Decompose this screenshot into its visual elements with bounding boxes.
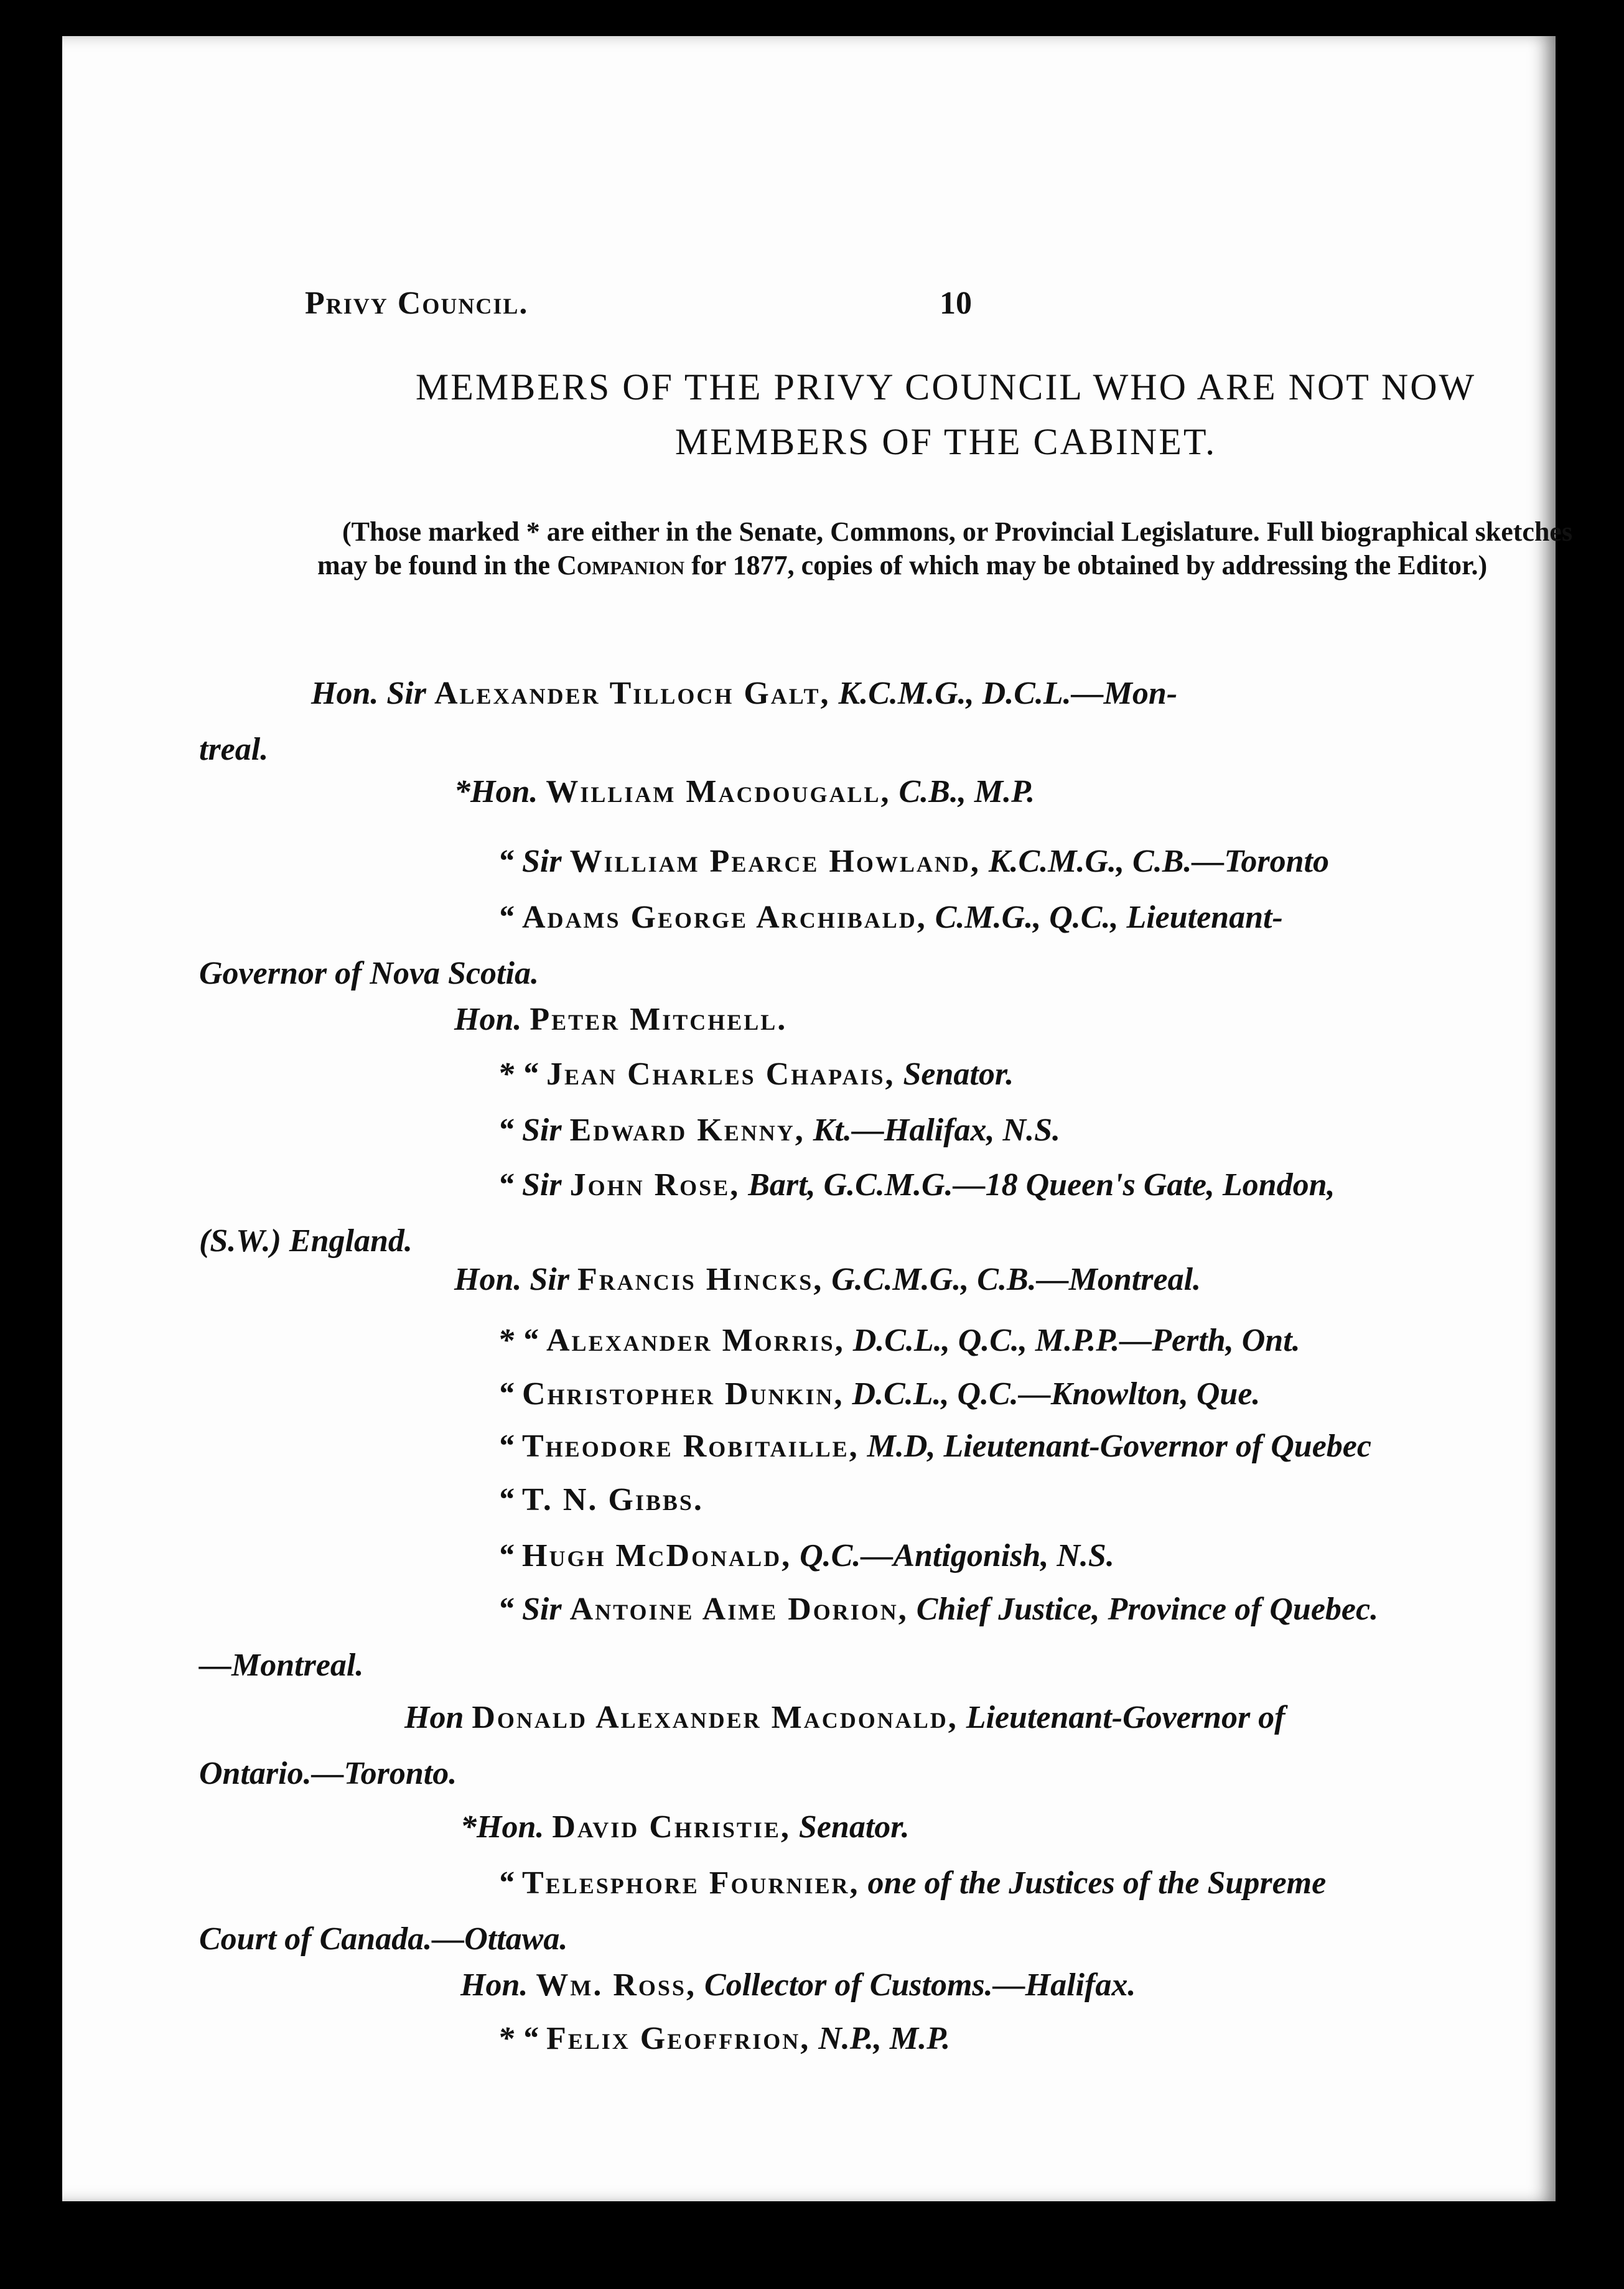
list-item [311, 1799, 1587, 1855]
page-number: 10 [940, 286, 972, 321]
member-name: John Rose, [569, 1167, 740, 1203]
entry-prefix: Hon. [454, 1002, 522, 1037]
member-name: Antoine Aime Dorion, [569, 1592, 908, 1627]
list-item [311, 764, 1587, 820]
member-name: Alexander Morris, [546, 1323, 845, 1358]
member-description-continued: —Montreal. [199, 1648, 364, 1683]
entry-prefix: “ [498, 1538, 514, 1573]
member-description: one of the Justices of the Supreme [867, 1865, 1327, 1901]
entry-prefix: *Hon. [460, 1809, 544, 1845]
list-item [311, 834, 1587, 890]
page-title [305, 360, 1587, 469]
entry-prefix: “ Sir [498, 1112, 562, 1148]
member-description: D.C.L., Q.C.—Knowlton, Que. [852, 1376, 1261, 1412]
entry-prefix: * “ [498, 2021, 538, 2056]
member-description: Kt.—Halifax, N.S. [813, 1112, 1061, 1148]
list-item [199, 1855, 1587, 1967]
member-description: Senator. [798, 1809, 910, 1845]
member-name: Jean Charles Chapais, [546, 1056, 895, 1092]
member-name: William Pearce Howland, [569, 844, 981, 879]
member-name: David Christie, [552, 1809, 791, 1845]
member-name: Peter Mitchell. [530, 1002, 788, 1037]
entry-prefix: “ [498, 1482, 514, 1517]
member-name: Theodore Robitaille, [522, 1429, 859, 1464]
member-description: Bart, G.C.M.G.—18 Queen's Gate, London, [748, 1167, 1335, 1203]
member-description: K.C.M.G., D.C.L.—Mon- [838, 676, 1178, 711]
member-name: Christopher Dunkin, [522, 1376, 844, 1412]
entry-prefix: Hon. Sir [454, 1262, 569, 1297]
member-name: T. N. Gibbs. [522, 1482, 704, 1517]
member-description: Lieutenant-Governor of [966, 1700, 1286, 1735]
member-description: D.C.L., Q.C., M.P.P.—Perth, Ont. [852, 1323, 1300, 1358]
member-name: Hugh McDonald, [522, 1538, 792, 1573]
member-description-continued: Ontario.—Toronto. [199, 1756, 457, 1791]
list-item [311, 1366, 1587, 1422]
note-text-b: for 1877, copies of which may be obtained by addressing the Editor.) [691, 550, 1488, 580]
editorial-note [317, 515, 1587, 582]
list-item [311, 1419, 1587, 1475]
running-head [305, 285, 1556, 322]
entry-prefix: * “ [498, 1323, 538, 1358]
title-line-1: MEMBERS OF THE PRIVY COUNCIL WHO ARE NOT NOW [415, 366, 1477, 408]
member-description: C.B., M.P. [898, 774, 1035, 809]
entry-prefix: “ [498, 1429, 514, 1464]
list-item [311, 1103, 1587, 1158]
member-name: William Macdougall, [546, 774, 891, 809]
list-item [199, 1690, 1587, 1802]
member-description: Q.C.—Antigonish, N.S. [800, 1538, 1114, 1573]
entry-prefix: “ Sir [498, 1592, 562, 1627]
entry-prefix: Hon. [460, 1967, 528, 2003]
list-item [199, 890, 1587, 1002]
member-description: N.P., M.P. [818, 2021, 951, 2056]
member-description: Senator. [903, 1056, 1014, 1092]
entry-prefix: Hon [404, 1700, 464, 1735]
document-page [62, 36, 1573, 2201]
entry-prefix: “ [498, 1865, 514, 1901]
member-description-continued: (S.W.) England. [199, 1223, 413, 1259]
note-companion: Companion [557, 550, 685, 580]
member-description-continued: Court of Canada.—Ottawa. [199, 1921, 568, 1957]
title-line-2: MEMBERS OF THE CABINET. [674, 421, 1217, 462]
note-text-a: (Those marked * are either in the Senate, Commons, or Provincial Legislature. Full biographical sketches may be found in the [317, 516, 1573, 580]
member-description: M.D, Lieutenant-Governor of Quebec [867, 1429, 1371, 1464]
section-title: Privy Council. [305, 286, 529, 321]
list-item [311, 1252, 1587, 1308]
member-name: Wm. Ross, [536, 1967, 696, 2003]
member-name: Edward Kenny, [569, 1112, 805, 1148]
list-item [311, 1957, 1587, 2013]
entry-prefix: “ [498, 1376, 514, 1412]
list-item [311, 1313, 1587, 1369]
member-name: Donald Alexander Macdonald, [472, 1700, 958, 1735]
member-description-continued: Governor of Nova Scotia. [199, 956, 539, 991]
member-description: K.C.M.G., C.B.—Toronto [988, 844, 1329, 879]
list-item [311, 1047, 1587, 1103]
list-item [311, 1472, 1587, 1528]
list-item [311, 2011, 1587, 2067]
member-description-continued: treal. [199, 732, 269, 767]
member-name: Alexander Tilloch Galt, [434, 676, 831, 711]
entry-prefix: “ [498, 900, 514, 935]
member-name: Adams George Archibald, [522, 900, 927, 935]
member-name: Francis Hincks, [577, 1262, 824, 1297]
entry-prefix: * “ [498, 1056, 538, 1092]
entry-prefix: “ Sir [498, 1167, 562, 1203]
list-item [311, 992, 1587, 1048]
member-description: G.C.M.G., C.B.—Montreal. [831, 1262, 1202, 1297]
list-item [199, 1582, 1587, 1694]
member-description: Collector of Customs.—Halifax. [704, 1967, 1136, 2003]
member-name: Telesphore Fournier, [522, 1865, 860, 1901]
member-description: Chief Justice, Province of Quebec. [916, 1592, 1379, 1627]
member-description: C.M.G., Q.C., Lieutenant- [935, 900, 1283, 935]
entry-prefix: Hon. Sir [311, 676, 426, 711]
entry-prefix: *Hon. [454, 774, 538, 809]
member-name: Felix Geoffrion, [546, 2021, 811, 2056]
list-item [311, 1528, 1587, 1584]
list-item [199, 666, 1587, 778]
entry-prefix: “ Sir [498, 844, 562, 879]
